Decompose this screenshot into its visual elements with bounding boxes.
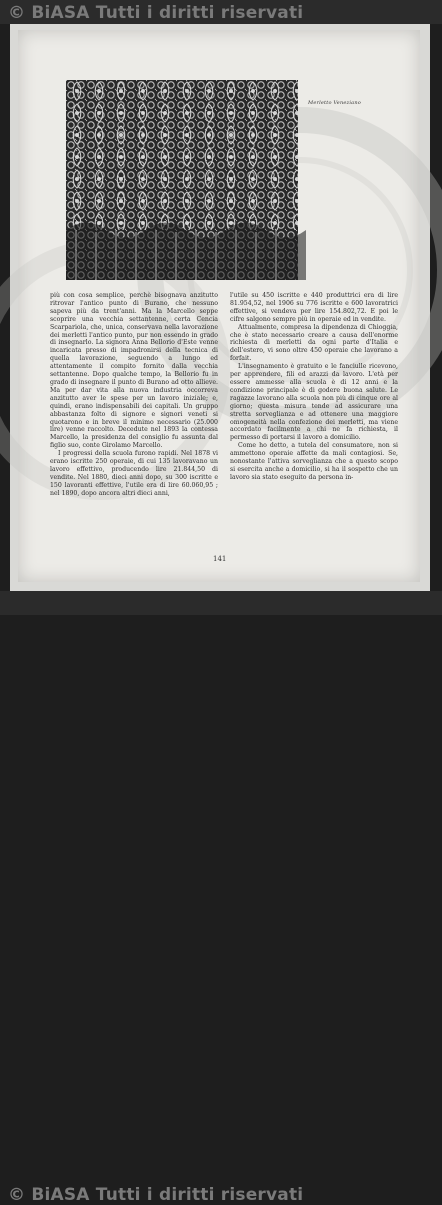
- paragraph: l'utile su 450 iscritte e 440 produttrici era di lire 81.954,52, nel 1906 su 776 iscritte e 600 lavoratrici effettive, si vendeva per lire 154.802,72. E poi le cifre salgono sempre più in operaie ed in vendite.: [230, 292, 398, 323]
- footer-watermark-bar: [0, 591, 442, 1205]
- copyright-banner-top: © BiASA Tutti i diritti riservati: [8, 3, 304, 23]
- header-watermark-bar: [0, 0, 442, 24]
- paragraph: L'insegnamento è gratuito e le fanciulle ricevono, per apprendere, fili ed arazzi da lavoro. L'età per essere ammesse alla scuola è di 12 anni e la condizione principale è di godere buona salute. Le ragazze lavorano alla scuola non più di cinque ore al giorno; questa misura tende ad assicurare una stretta sorveglianza e ad ottenere una maggiore omogeneità nella confezione dei merletti, ma viene accordato facilmente a chi ne fa richiesta, il permesso di portarsi il lavoro a domicilio.: [230, 363, 398, 442]
- right-text-column: [230, 292, 398, 482]
- copyright-banner-bottom: © BiASA Tutti i diritti riservati: [8, 1185, 304, 1205]
- paragraph: più con cosa semplice, perchè bisognava anzitutto ritrovar l'antico punto di Burano, che nessuno sapeva più da trent'anni. Ma la Marcello seppe scoprire una vecchia settantenne, certa Cencia Scarpariola, che, unica, conservava nella lavorazione dei merletti l'antico punto, pur non essendo in grado di insegnarlo. La signora Anna Bellorio d'Este venne incaricata presso di impadronirsi della tecnica di quella lavorazione, seguendo a lungo ed attentamente il compito fornito dalla vecchia settantenne. Dopo qualche tempo, la Bellorio fu in grado di insegnare il punto di Burano ad otto allieve. Ma per dar vita alla nuova industria occorreva anzitutto aver le spese per un lavoro iniziale; e, quindi, erano indispensabili dei capitali. Un gruppo abbastanza folto di signore e signori veneti si quotarono e in breve il minimo necessario (25.000 lire) venne raccolto. Decedute nel 1893 la contessa Marcello, la presidenza del consiglio fu assunta dal figlio suo, conte Girolamo Marcello.: [50, 292, 218, 450]
- left-text-column: [50, 292, 218, 498]
- lace-photograph: [66, 80, 298, 280]
- page-number: 141: [213, 555, 227, 563]
- paragraph: Attualmente, compresa la dipendenza di Chioggia, che è stato necessario creare a causa dell'enorme richiesta di merletti da ogni parte d'Italia e dell'estero, vi sono oltre 450 operaie che lavorano a forfait.: [230, 323, 398, 363]
- figure-caption: Merletto Veneziano: [308, 100, 361, 106]
- paragraph: Come ho detto, a tutela del consumatore, non si ammettono operaie affette da mali contagiosi. Se, nonostante l'attiva sorveglianza che a questo scopo si esercita anche a domicilio, si ha il sospetto che un lavoro sia stato eseguito da persona in-: [230, 442, 398, 481]
- paragraph: I progressi della scuola furono rapidi. Nel 1878 vi erano iscritte 250 operaie, di cui 135 lavoravano un lavoro effettivo, producendo lire 21.844,50 di vendite. Nel 1880, dieci anni dopo, su 300 iscritte e 150 lavoranti effettive, l'utile era di lire 60.060,95 ; nel 1890, dopo ancora altri dieci anni,: [50, 450, 218, 497]
- lace-pattern-image: [66, 80, 298, 280]
